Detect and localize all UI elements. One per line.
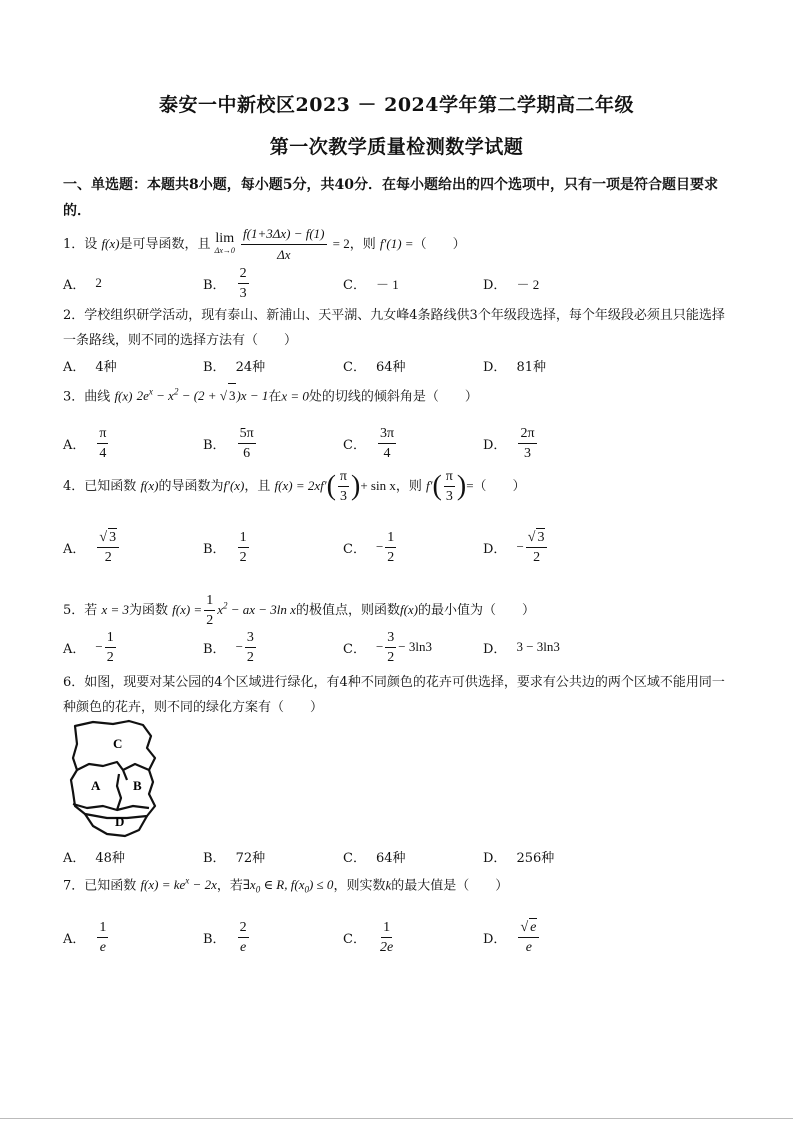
q5-number: 5． <box>63 603 85 618</box>
q4-stem-mid2: ，且 <box>244 479 271 494</box>
expr-sub: 0 <box>255 884 261 895</box>
q1-lim-sub: Δx→0 <box>214 245 235 255</box>
option-text: － 1 <box>375 276 399 292</box>
frac-den: 2 <box>104 550 112 565</box>
page-title-line1: 泰安一中新校区2023 － 2024学年第二学期高二年级 <box>159 94 634 116</box>
frac-den: 2 <box>246 649 254 665</box>
expr-part: − ax − 3ln x <box>227 602 296 617</box>
question-3 <box>63 380 735 409</box>
q6-number: 6． <box>63 675 85 690</box>
q1-stem-prefix: 设 <box>84 237 98 252</box>
q7-stem-mid: ，若 <box>216 878 243 894</box>
option-label: A． <box>63 641 86 657</box>
option-neg: − <box>95 639 103 654</box>
option-fraction <box>518 425 536 462</box>
question-7 <box>63 869 735 902</box>
option-fraction <box>238 425 256 462</box>
q7-option-a[interactable] <box>63 912 110 962</box>
page-bottom-rule <box>0 1118 793 1119</box>
q4-option-d[interactable] <box>483 522 549 572</box>
q7-stem-mid2: ，则实数 <box>333 878 386 894</box>
option-text: 4种 <box>95 359 117 375</box>
frac-den: e <box>525 940 532 955</box>
frac-num: π <box>97 425 108 444</box>
frac-den: 2 <box>533 550 541 565</box>
q7-number: 7． <box>63 878 85 894</box>
q4-number: 4． <box>63 479 85 494</box>
expr-sup: 2 <box>173 387 179 397</box>
q6-option-c[interactable] <box>343 843 406 869</box>
q1-stem-then: ，则 <box>349 237 376 252</box>
frac-den: 2 <box>387 549 395 565</box>
q6-option-a[interactable] <box>63 843 125 869</box>
option-fraction <box>245 629 256 666</box>
q5-option-c[interactable] <box>343 624 432 670</box>
expr-part: ∈ R, f(x <box>260 877 305 893</box>
frac-num: 3 <box>537 530 545 545</box>
q1-options <box>63 258 733 308</box>
option-text: 64种 <box>375 359 406 375</box>
q1-number: 1． <box>63 237 85 252</box>
q5-option-b[interactable] <box>203 624 258 670</box>
option-fraction <box>97 425 108 462</box>
expr-part: − x <box>152 388 174 404</box>
frac-num: π <box>444 468 455 487</box>
q4-deriv: f′(x) <box>223 478 245 493</box>
expr-part: − (2 + <box>178 388 220 404</box>
region-label-b: B <box>133 778 142 793</box>
q5-cond: x = 3 <box>101 602 129 617</box>
q1-blank: （ ） <box>413 237 466 252</box>
q5-eq-right <box>217 602 296 617</box>
frac-num: 3 <box>109 530 117 545</box>
q2-option-b[interactable] <box>203 352 265 378</box>
frac-num: 1 <box>381 919 392 938</box>
q7-stem-end: 的最大值是（ ） <box>391 878 509 894</box>
option-label: B． <box>203 541 226 557</box>
q3-expr: $2e^x - x^2 - (2$ + √ 3)x − 1 <box>137 388 269 403</box>
option-label: A． <box>63 359 86 375</box>
region-map-svg <box>63 714 173 844</box>
region-label-a: A <box>91 778 101 793</box>
frac-den: 3 <box>523 445 531 461</box>
option-label: B． <box>203 277 226 293</box>
frac-den: 2e <box>379 939 394 955</box>
q4-eq-right: + sin x <box>360 478 396 493</box>
expr-sqrt: 3 <box>228 383 237 408</box>
option-fraction <box>385 529 396 566</box>
option-label: D． <box>483 850 507 866</box>
frac-den: e <box>99 939 106 955</box>
expr-part: ∃x <box>242 877 256 893</box>
option-text: 48种 <box>95 850 125 866</box>
region-border-ab <box>117 774 121 810</box>
q4-option-c[interactable] <box>343 522 398 572</box>
q4-eq-left: f(x) = 2xf′ <box>274 478 327 493</box>
frac-den: 3 <box>339 489 347 504</box>
frac-num: 1 <box>204 592 215 611</box>
q5-eq-left: f(x) = <box>172 602 203 617</box>
option-label: B． <box>203 641 226 657</box>
option-fraction <box>105 629 116 666</box>
option-label: B． <box>203 359 226 375</box>
expr-part: − 2x <box>189 877 217 893</box>
option-fraction <box>378 919 395 956</box>
q2-options <box>63 352 733 378</box>
q6-region-figure <box>63 714 173 844</box>
frac-den: 4 <box>99 445 107 461</box>
option-label: C． <box>343 931 366 947</box>
frac-num: π <box>338 468 349 487</box>
option-neg: − <box>375 639 384 654</box>
q1-frac-den: Δx <box>277 247 291 262</box>
q1-lim-text: lim <box>215 230 235 246</box>
q7-stem-prefix: 已知函数 <box>84 878 137 894</box>
question-2 <box>63 303 735 353</box>
q4-options <box>63 522 733 572</box>
q6-stem: 如图，现要对某公园的4个区域进行绿化，有4种不同颜色的花卉可供选择，要求有公共边的两个区域不能用同一种颜色的花卉，则不同的绿化方案有（ ） <box>63 675 725 715</box>
q4-ask-eq: = <box>466 478 474 493</box>
page-title-line2: 第一次教学质量检测数学试题 <box>269 136 524 158</box>
q3-stem-prefix: 曲线 <box>84 389 111 405</box>
q3-func: f(x) <box>114 388 133 404</box>
option-label: A． <box>63 277 86 293</box>
frac-num: 1 <box>105 629 116 648</box>
option-label: D． <box>483 277 507 293</box>
expr-sub: 0 <box>304 884 309 895</box>
q6-options <box>63 843 733 869</box>
q3-point: x = 0 <box>281 388 309 404</box>
q7-eq <box>140 877 216 892</box>
q5-options <box>63 624 733 670</box>
q1-option-b[interactable] <box>203 258 251 308</box>
option-neg: − <box>516 539 524 554</box>
q1-eq: = 2 <box>332 236 350 251</box>
q1-option-d[interactable] <box>483 258 539 308</box>
expr-part: f(x) = ke <box>140 877 186 893</box>
option-label: D． <box>483 931 507 947</box>
option-label: C． <box>343 437 366 453</box>
option-label: A． <box>63 541 86 557</box>
option-label: D． <box>483 359 507 375</box>
frac-den: 2 <box>106 649 114 665</box>
q3-number: 3． <box>63 389 85 405</box>
frac-num: e <box>530 920 537 935</box>
q5-stem-mid2: 的极值点，则函数 <box>295 603 400 618</box>
q4-stem-then: ，则 <box>395 479 422 494</box>
option-fraction <box>238 265 249 302</box>
option-label: C． <box>343 541 366 557</box>
option-fraction <box>378 425 396 462</box>
question-6 <box>63 670 735 720</box>
option-text: － 2 <box>516 276 540 292</box>
option-label: C． <box>343 359 366 375</box>
expr-part: ) ≤ 0 <box>308 877 334 893</box>
q3-options <box>63 418 733 468</box>
expr-sup: x <box>148 387 153 397</box>
option-text: 3 − 3ln3 <box>516 639 560 654</box>
q1-option-a[interactable] <box>63 258 102 308</box>
option-label: D． <box>483 641 507 657</box>
frac-den: 3 <box>239 285 247 301</box>
q1-frac-num: f(1+3Δx) − f(1) <box>241 225 327 245</box>
q7-options <box>63 912 733 962</box>
q5-func: f(x) <box>399 602 418 617</box>
section-heading: 一、单选题：本题共8小题，每小题5分，共40分．在每小题给出的四个选项中，只有一项是符合题目要求的． <box>63 177 718 219</box>
q4-blank: （ ） <box>473 479 526 494</box>
option-tail: − 3ln3 <box>398 639 432 654</box>
frac-num: 3 <box>245 629 256 648</box>
expr-part: )x − 1 <box>236 388 269 404</box>
q5-stem-mid: 为函数 <box>128 603 168 618</box>
option-label: A． <box>63 850 86 866</box>
q7-option-b[interactable] <box>203 912 251 962</box>
option-label: B． <box>203 931 226 947</box>
option-fraction: $\frac{√ 3}{2}$ <box>526 528 548 566</box>
frac-den: e <box>239 939 247 955</box>
frac-num: 1 <box>385 529 396 548</box>
region-border-d <box>73 804 149 810</box>
option-neg: − <box>375 539 384 554</box>
option-fraction <box>238 529 249 566</box>
q2-number: 2． <box>63 308 85 323</box>
option-label: D． <box>483 437 507 453</box>
region-label-d: D <box>115 814 125 829</box>
option-fraction: $\frac{√ 3}{2}$ <box>97 528 119 566</box>
q7-option-c[interactable] <box>343 912 397 962</box>
frac-num: 1 <box>97 919 108 938</box>
option-label: D． <box>483 541 507 557</box>
frac-den: 2 <box>239 549 247 565</box>
frac-den: 3 <box>445 489 453 504</box>
frac-num: 1 <box>238 529 249 548</box>
q5-option-d[interactable] <box>483 624 560 670</box>
q3-option-d[interactable] <box>483 418 539 468</box>
q1-ask: f′(1) = <box>379 236 414 251</box>
q5-option-a[interactable] <box>63 624 118 670</box>
option-neg: − <box>235 639 243 654</box>
option-label: B． <box>203 437 226 453</box>
region-border-cb <box>123 764 149 770</box>
option-text: 72种 <box>235 850 266 866</box>
frac-num: 2π <box>518 425 536 444</box>
q4-stem-prefix: 已知函数 <box>84 479 137 494</box>
option-fraction <box>97 919 108 956</box>
q3-option-a[interactable] <box>63 418 110 468</box>
frac-num: 5π <box>238 425 256 444</box>
frac-den: 2 <box>387 649 395 665</box>
region-label-c: C <box>113 736 123 751</box>
option-label: B． <box>203 850 226 866</box>
q4-option-a[interactable] <box>63 522 121 572</box>
q3-stem-end: 处的切线的倾斜角是（ ） <box>308 389 478 405</box>
expr-part: 2e <box>136 388 149 404</box>
q2-option-c[interactable] <box>343 352 406 378</box>
q2-stem: 学校组织研学活动，现有泰山、新浦山、天平湖、九女峰4条路线供3个年级段选择，每个年级段必须且只能选择一条路线，则不同的选择方法有（ ） <box>63 308 725 348</box>
option-text: 2 <box>95 275 102 290</box>
expr-part: x <box>217 602 223 617</box>
q4-pi-frac <box>338 468 349 505</box>
option-fraction <box>385 629 396 666</box>
q3-stem-mid: 在 <box>268 389 282 405</box>
q3-option-b[interactable] <box>203 418 258 468</box>
option-text: 24种 <box>235 359 266 375</box>
q4-stem-mid: 的导函数为 <box>158 479 224 494</box>
frac-num: 2 <box>238 265 249 284</box>
q7-var: k <box>385 877 392 893</box>
frac-num: 2 <box>238 919 249 938</box>
q7-option-d[interactable] <box>483 912 541 962</box>
option-label: C． <box>343 850 366 866</box>
option-text: 64种 <box>375 850 406 866</box>
q1-func: f(x) <box>101 236 120 251</box>
q4-ask-frac <box>444 468 455 505</box>
option-label: C． <box>343 277 366 293</box>
q5-stem-prefix: 若 <box>84 603 98 618</box>
option-fraction <box>238 919 249 956</box>
question-4: 4．已知函数 f(x)的导函数为f′(x)，且 f(x) = 2xf′( $\frac{\pi}{3}$ )+ sin x，则 f′( $\frac{\pi}{3}$ )=（ ） <box>63 469 526 504</box>
option-text: 81种 <box>516 359 546 375</box>
q4-ask-f: f′ <box>426 478 433 493</box>
q6-option-d[interactable] <box>483 843 554 869</box>
expr-sup: 2 <box>222 600 228 611</box>
q3-option-c[interactable] <box>343 418 398 468</box>
frac-den: 2 <box>206 613 214 628</box>
frac-den: 4 <box>383 445 391 461</box>
option-label: A． <box>63 437 86 453</box>
frac-den: 6 <box>243 445 251 461</box>
frac-num: 3π <box>378 425 396 444</box>
q5-stem-end: 的最小值为（ ） <box>418 603 536 618</box>
q1-stem-mid: 是可导函数，且 <box>119 237 211 252</box>
frac-num: 3 <box>385 629 396 648</box>
option-fraction: $\frac{√ e}{e}$ <box>518 918 539 956</box>
q1-limit <box>214 230 235 257</box>
q2-option-a[interactable] <box>63 352 117 378</box>
q4-func: f(x) <box>140 478 159 493</box>
option-label: A． <box>63 931 86 947</box>
option-text: 256种 <box>516 850 555 866</box>
q2-option-d[interactable] <box>483 352 546 378</box>
q6-option-b[interactable] <box>203 843 265 869</box>
option-label: C． <box>343 641 366 657</box>
q7-cond <box>242 877 334 895</box>
expr-sup: x <box>185 876 190 886</box>
q1-option-c[interactable] <box>343 258 399 308</box>
q4-option-b[interactable] <box>203 522 251 572</box>
